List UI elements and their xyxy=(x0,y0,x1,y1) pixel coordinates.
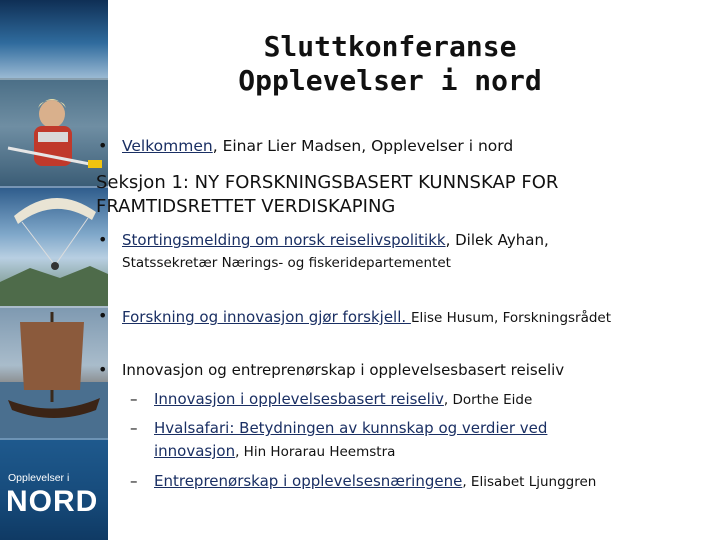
sub-item-link[interactable]: Innovasjon i opplevelsesbasert reiseliv xyxy=(154,390,444,408)
sub-item-link-continued[interactable]: innovasjon xyxy=(154,442,236,460)
sub-item-speaker: , Hin Horarau Heemstra xyxy=(235,444,396,460)
sub-item-speaker: , Elisabet Ljunggren xyxy=(462,474,597,490)
logo-wordmark: NORD xyxy=(6,485,99,518)
section-heading-line-2: FRAMTIDSRETTET VERDISKAPING xyxy=(96,196,396,217)
paraglider-illustration xyxy=(0,186,108,306)
photo-divider xyxy=(0,438,108,440)
sub-item-speaker: , Dorthe Eide xyxy=(443,392,533,408)
sub-item xyxy=(154,390,532,408)
photo-divider xyxy=(0,186,108,188)
sub-item-link[interactable]: Entreprenørskap i opplevelsesnæringene xyxy=(154,472,463,490)
kayak-photo xyxy=(0,78,108,186)
photo-divider xyxy=(0,306,108,308)
sub-item-link[interactable]: Hvalsafari: Betydningen av kunnskap og verdier ved xyxy=(154,419,548,437)
agenda-speaker: Elise Husum, Forskningsrådet xyxy=(410,310,612,326)
sub-dash: – xyxy=(130,472,138,490)
viking-boat-illustration xyxy=(0,306,108,438)
sub-item xyxy=(154,419,547,437)
sub-item xyxy=(154,472,596,490)
section-heading xyxy=(96,171,558,219)
agenda-link[interactable]: Forskning og innovasjon gjør forskjell. xyxy=(122,308,411,326)
sub-dash: – xyxy=(130,390,138,408)
agenda-item xyxy=(122,308,611,326)
kayaker-illustration xyxy=(0,78,108,186)
agenda-speaker: , Dilek Ayhan, xyxy=(445,231,549,249)
bullet-dot: • xyxy=(98,306,108,325)
viking-boat-photo xyxy=(0,306,108,438)
photo-divider xyxy=(0,78,108,80)
sub-dash: – xyxy=(130,419,138,437)
sub-item-continued xyxy=(154,442,395,460)
welcome-rest: , Einar Lier Madsen, Opplevelser i nord xyxy=(212,137,514,155)
title-line-1: Sluttkonferanse xyxy=(263,30,517,63)
bullet-dot: • xyxy=(98,136,108,155)
welcome-line xyxy=(122,137,513,155)
logo-subtitle: Opplevelser i xyxy=(8,472,70,484)
welcome-link[interactable]: Velkommen xyxy=(122,137,213,155)
section-heading-line-1: Seksjon 1: NY FORSKNINGSBASERT KUNNSKAP FOR xyxy=(96,172,559,193)
slide-title xyxy=(140,30,640,98)
photo-strip xyxy=(0,0,108,540)
title-line-2: Opplevelser i nord xyxy=(238,64,542,97)
agenda-link[interactable]: Stortingsmelding om norsk reiselivspolitikk xyxy=(122,231,446,249)
agenda-item xyxy=(122,231,549,249)
bullet-dot: • xyxy=(98,360,108,379)
paraglider-photo xyxy=(0,186,108,306)
bullet-dot: • xyxy=(98,230,108,249)
sea-photo xyxy=(0,0,108,78)
agenda-heading: Innovasjon og entreprenørskap i opplevelsesbasert reiseliv xyxy=(122,361,565,379)
agenda-speaker-role: Statssekretær Nærings- og fiskeridepartementet xyxy=(122,255,451,271)
